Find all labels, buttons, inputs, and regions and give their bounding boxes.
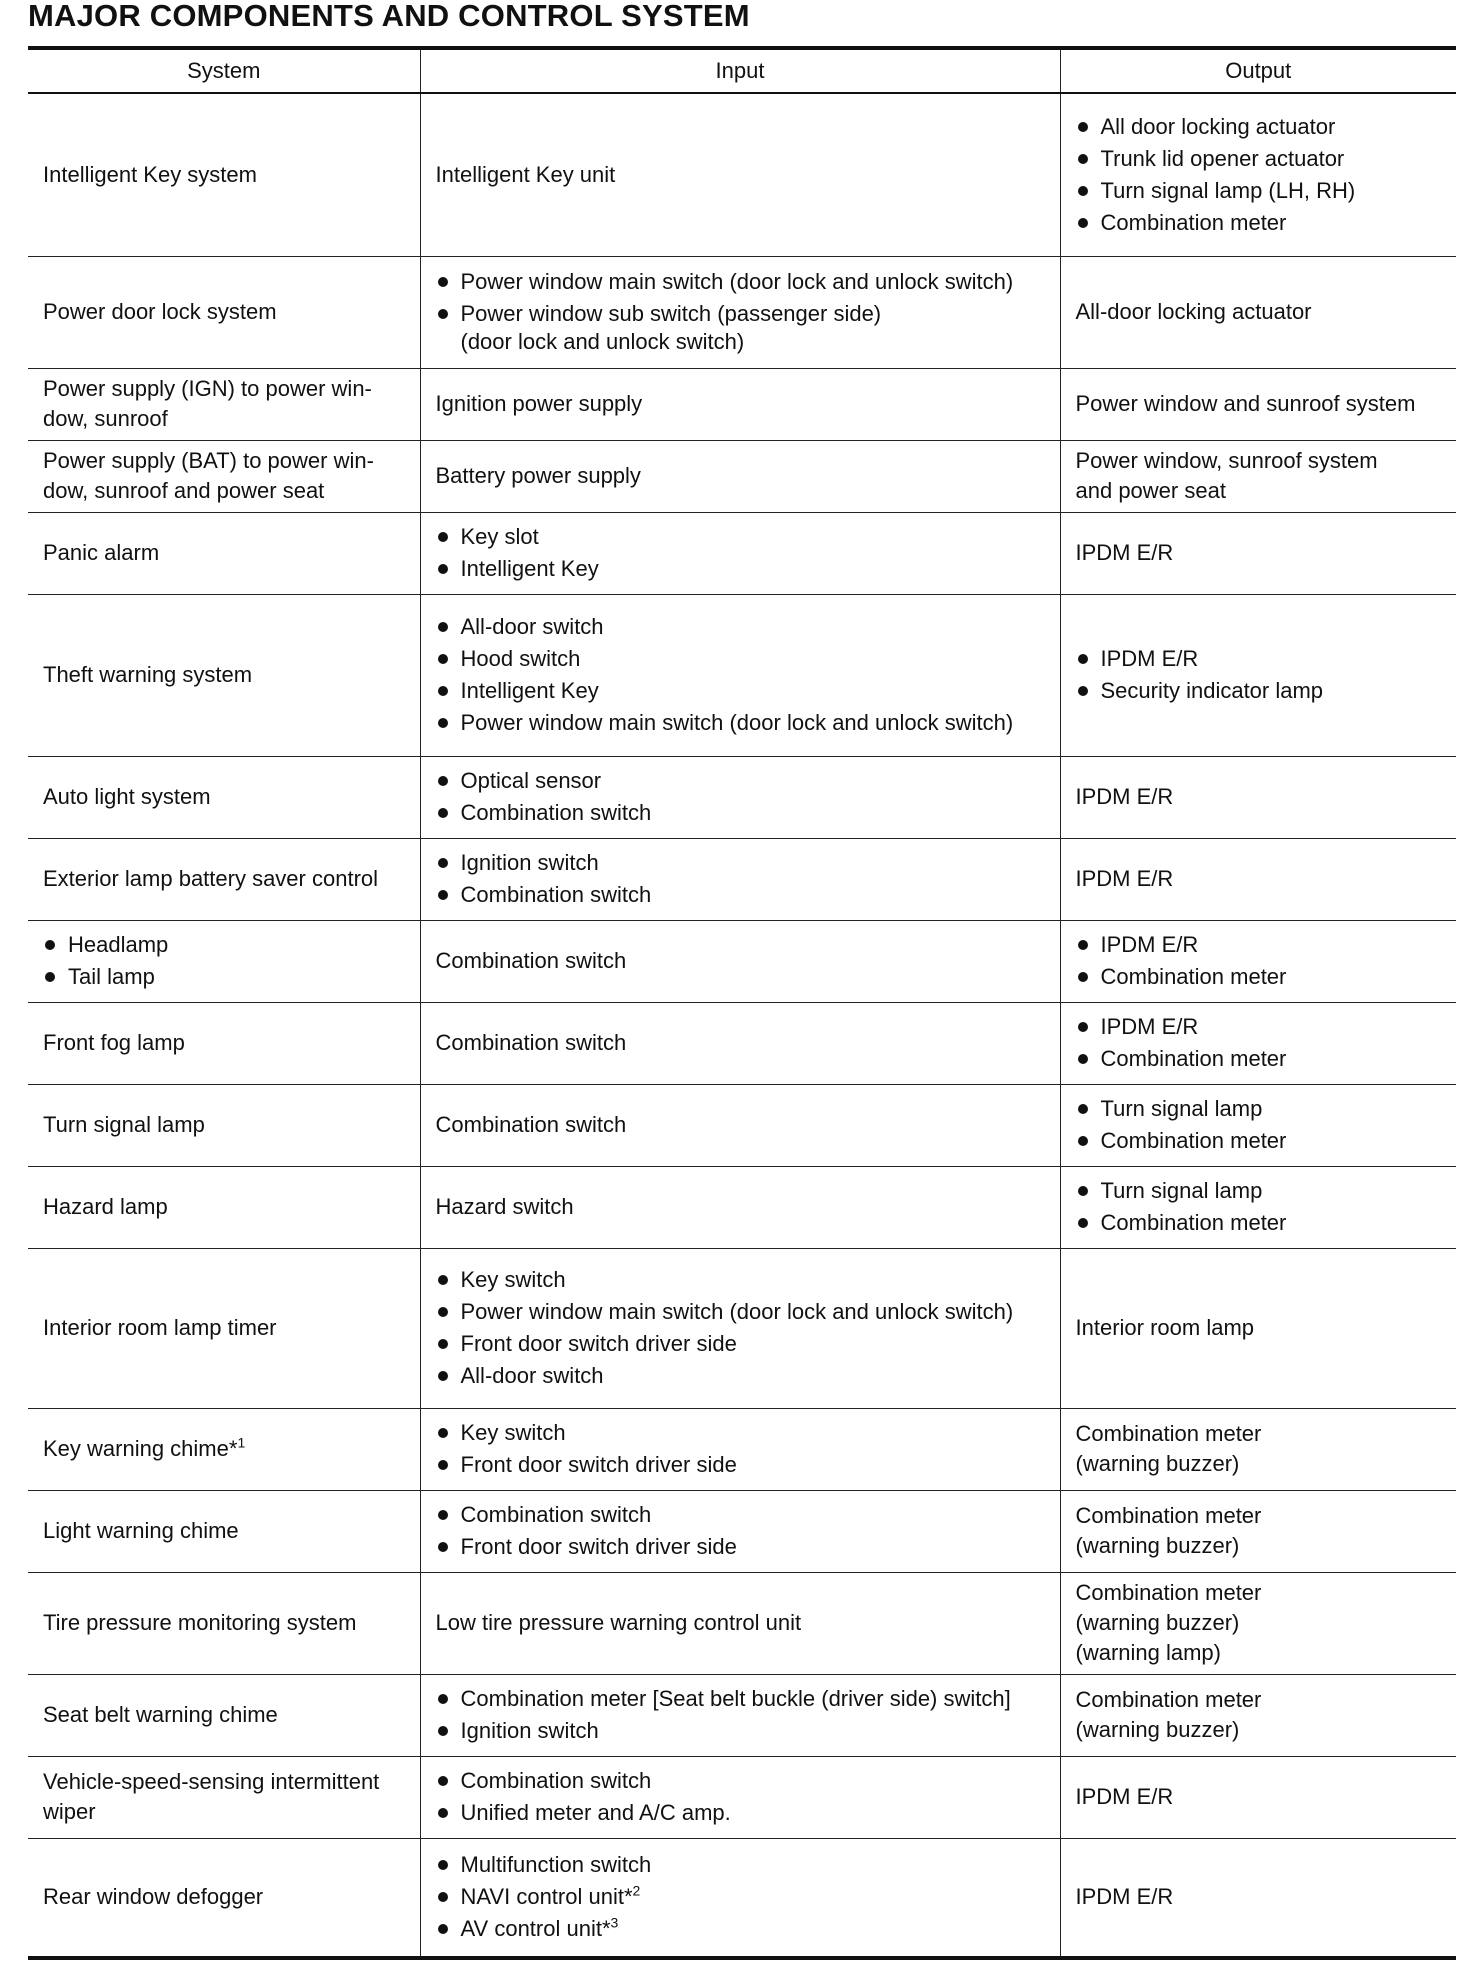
list-item: Combination switch [436, 1501, 1052, 1529]
list-item: Turn signal lamp (LH, RH) [1076, 177, 1449, 205]
output-text: Power window, sunroof system and power seat [1075, 448, 1378, 503]
output-text: IPDM E/R [1075, 1784, 1174, 1809]
input-bullet-list [436, 1685, 1052, 1745]
cell-system [28, 920, 420, 1002]
input-text: Ignition power supply [435, 391, 643, 416]
list-item: NAVI control unit*$^2$ [436, 1883, 1052, 1911]
cell-output [1060, 93, 1456, 256]
cell-output [1060, 1572, 1456, 1674]
system-text: Tire pressure monitoring system [43, 1610, 357, 1635]
cell-system [28, 1756, 420, 1838]
cell-input [420, 256, 1060, 368]
input-bullet-list [436, 849, 1052, 909]
output-text: IPDM E/R [1075, 784, 1174, 809]
list-item: Hood switch [436, 645, 1052, 673]
output-text: Combination meter (warning buzzer) (warning lamp) [1075, 1580, 1262, 1665]
table-row [28, 1166, 1456, 1248]
cell-input [420, 1572, 1060, 1674]
list-item: Combination meter [1076, 963, 1449, 991]
table-row [28, 1084, 1456, 1166]
output-bullet-list [1076, 1095, 1449, 1155]
cell-input [420, 1248, 1060, 1408]
cell-input [420, 838, 1060, 920]
output-text: Combination meter (warning buzzer) [1075, 1503, 1262, 1558]
list-item: Turn signal lamp [1076, 1095, 1449, 1123]
output-text: Combination meter (warning buzzer) [1075, 1421, 1262, 1476]
cell-system [28, 1084, 420, 1166]
system-text: Theft warning system [43, 662, 253, 687]
list-item: Front door switch driver side [436, 1451, 1052, 1479]
system-text: Light warning chime [43, 1518, 239, 1543]
cell-output [1060, 1408, 1456, 1490]
input-bullet-list [436, 268, 1052, 356]
list-item: Key slot [436, 523, 1052, 551]
system-text: Auto light system [43, 784, 211, 809]
list-item: Combination meter [1076, 209, 1449, 237]
cell-input [420, 368, 1060, 440]
cell-system [28, 1838, 420, 1958]
list-item: Combination meter [Seat belt buckle (driver side) switch] [436, 1685, 1052, 1713]
list-item: Security indicator lamp [1076, 677, 1449, 705]
table-row [28, 1408, 1456, 1490]
table-row [28, 1756, 1456, 1838]
cell-input [420, 1002, 1060, 1084]
table-row [28, 440, 1456, 512]
table-row [28, 93, 1456, 256]
cell-system [28, 1572, 420, 1674]
table-row [28, 1002, 1456, 1084]
list-item: Tail lamp [43, 963, 412, 991]
input-text: Low tire pressure warning control unit [435, 1610, 802, 1635]
list-item: Power window main switch (door lock and unlock switch) [436, 1298, 1052, 1326]
cell-system [28, 93, 420, 256]
system-text: Exterior lamp battery saver control [43, 866, 379, 891]
list-item: IPDM E/R [1076, 931, 1449, 959]
input-bullet-list [436, 1851, 1052, 1943]
input-text: Hazard switch [435, 1194, 574, 1219]
list-item: Key switch [436, 1266, 1052, 1294]
cell-system [28, 256, 420, 368]
cell-input [420, 1756, 1060, 1838]
system-text: Intelligent Key system [43, 161, 257, 187]
table-row [28, 1490, 1456, 1572]
list-item: All-door switch [436, 1362, 1052, 1390]
cell-input [420, 1838, 1060, 1958]
list-item: Unified meter and A/C amp. [436, 1799, 1052, 1827]
list-item: Front door switch driver side [436, 1533, 1052, 1561]
input-text: Intelligent Key unit [435, 161, 616, 187]
cell-input [420, 1674, 1060, 1756]
output-text: All-door locking actuator [1075, 299, 1312, 324]
cell-system [28, 838, 420, 920]
system-text: Hazard lamp [43, 1194, 168, 1219]
cell-system [28, 1408, 420, 1490]
cell-system [28, 1490, 420, 1572]
cell-input [420, 1490, 1060, 1572]
input-text: Combination switch [435, 1030, 627, 1055]
components-table [28, 46, 1456, 1960]
cell-system [28, 1248, 420, 1408]
system-text: Key warning chime*$^1$ [43, 1434, 246, 1461]
output-text: IPDM E/R [1075, 540, 1174, 565]
table-row [28, 512, 1456, 594]
list-item: Intelligent Key [436, 677, 1052, 705]
cell-system [28, 1002, 420, 1084]
list-item: IPDM E/R [1076, 1013, 1449, 1041]
list-item: Key switch [436, 1419, 1052, 1447]
input-bullet-list [436, 767, 1052, 827]
table-row [28, 1838, 1456, 1958]
cell-system [28, 1166, 420, 1248]
cell-input [420, 1084, 1060, 1166]
col-header-output: Output [1060, 48, 1456, 93]
list-item: Optical sensor [436, 767, 1052, 795]
cell-output [1060, 1084, 1456, 1166]
cell-output [1060, 594, 1456, 756]
output-bullet-list [1076, 1013, 1449, 1073]
page-title: MAJOR COMPONENTS AND CONTROL SYSTEM [28, 0, 750, 33]
cell-system [28, 756, 420, 838]
cell-output [1060, 1166, 1456, 1248]
table-row [28, 756, 1456, 838]
system-text: Vehicle-speed-sensing intermittent wiper [43, 1769, 380, 1824]
col-header-system: System [28, 48, 420, 93]
list-item: Combination meter [1076, 1127, 1449, 1155]
cell-system [28, 368, 420, 440]
table-row [28, 256, 1456, 368]
system-text: Turn signal lamp [43, 1112, 205, 1137]
list-item: Combination switch [436, 1767, 1052, 1795]
list-item: All door locking actuator [1076, 113, 1449, 141]
cell-output [1060, 1674, 1456, 1756]
cell-output [1060, 1756, 1456, 1838]
cell-output [1060, 512, 1456, 594]
system-text: Interior room lamp timer [43, 1315, 277, 1340]
output-bullet-list [1076, 1177, 1449, 1237]
system-text: Panic alarm [43, 540, 160, 565]
list-item: Combination meter [1076, 1045, 1449, 1073]
col-header-input: Input [420, 48, 1060, 93]
list-item: Power window main switch (door lock and unlock switch) [436, 709, 1052, 737]
cell-output [1060, 1490, 1456, 1572]
input-text: Battery power supply [435, 463, 641, 488]
system-text: Power door lock system [43, 299, 277, 324]
input-bullet-list [436, 613, 1052, 737]
input-text: Combination switch [435, 1112, 627, 1137]
list-item: Combination switch [436, 881, 1052, 909]
input-bullet-list [436, 1767, 1052, 1827]
output-text: IPDM E/R [1075, 866, 1174, 891]
list-item: Ignition switch [436, 849, 1052, 877]
input-text: Combination switch [435, 948, 627, 973]
input-bullet-list [436, 1501, 1052, 1561]
cell-input [420, 93, 1060, 256]
list-item: Power window sub switch (passenger side) (door lock and unlock switch) [436, 300, 1052, 356]
table-row [28, 920, 1456, 1002]
list-item: Ignition switch [436, 1717, 1052, 1745]
cell-input [420, 1166, 1060, 1248]
output-bullet-list [1076, 931, 1449, 991]
cell-input [420, 594, 1060, 756]
cell-input [420, 512, 1060, 594]
list-item: Turn signal lamp [1076, 1177, 1449, 1205]
table-row [28, 368, 1456, 440]
list-item: All-door switch [436, 613, 1052, 641]
list-item: Trunk lid opener actuator [1076, 145, 1449, 173]
list-item: Power window main switch (door lock and unlock switch) [436, 268, 1052, 296]
cell-system [28, 512, 420, 594]
cell-output [1060, 920, 1456, 1002]
list-item: IPDM E/R [1076, 645, 1449, 673]
cell-output [1060, 368, 1456, 440]
input-bullet-list [436, 1266, 1052, 1390]
cell-output [1060, 1248, 1456, 1408]
system-bullet-list [43, 931, 412, 991]
output-bullet-list [1076, 113, 1449, 237]
input-bullet-list [436, 1419, 1052, 1479]
system-text: Power supply (BAT) to power win- dow, sunroof and power seat [43, 448, 374, 503]
cell-output [1060, 440, 1456, 512]
table-row [28, 1674, 1456, 1756]
output-text: Power window and sunroof system [1075, 391, 1416, 416]
output-bullet-list [1076, 645, 1449, 705]
cell-input [420, 1408, 1060, 1490]
list-item: Headlamp [43, 931, 412, 959]
output-text: Combination meter (warning buzzer) [1075, 1687, 1262, 1742]
output-text: IPDM E/R [1075, 1884, 1174, 1910]
system-text: Rear window defogger [43, 1884, 264, 1910]
input-bullet-list [436, 523, 1052, 583]
cell-input [420, 756, 1060, 838]
cell-output [1060, 756, 1456, 838]
output-text: Interior room lamp [1075, 1315, 1255, 1340]
cell-system [28, 440, 420, 512]
table-row [28, 838, 1456, 920]
list-item: Intelligent Key [436, 555, 1052, 583]
header-row [28, 48, 1456, 93]
table-row [28, 1572, 1456, 1674]
list-item: Combination switch [436, 799, 1052, 827]
cell-output [1060, 838, 1456, 920]
system-text: Power supply (IGN) to power win- dow, sunroof [43, 376, 372, 431]
list-item: Combination meter [1076, 1209, 1449, 1237]
cell-input [420, 440, 1060, 512]
table-row [28, 594, 1456, 756]
cell-output [1060, 1838, 1456, 1958]
cell-output [1060, 256, 1456, 368]
list-item: Front door switch driver side [436, 1330, 1052, 1358]
cell-system [28, 1674, 420, 1756]
cell-input [420, 920, 1060, 1002]
system-text: Front fog lamp [43, 1030, 185, 1055]
system-text: Seat belt warning chime [43, 1702, 278, 1727]
list-item: Multifunction switch [436, 1851, 1052, 1879]
cell-output [1060, 1002, 1456, 1084]
table-row [28, 1248, 1456, 1408]
cell-system [28, 594, 420, 756]
list-item: AV control unit*$^3$ [436, 1915, 1052, 1943]
